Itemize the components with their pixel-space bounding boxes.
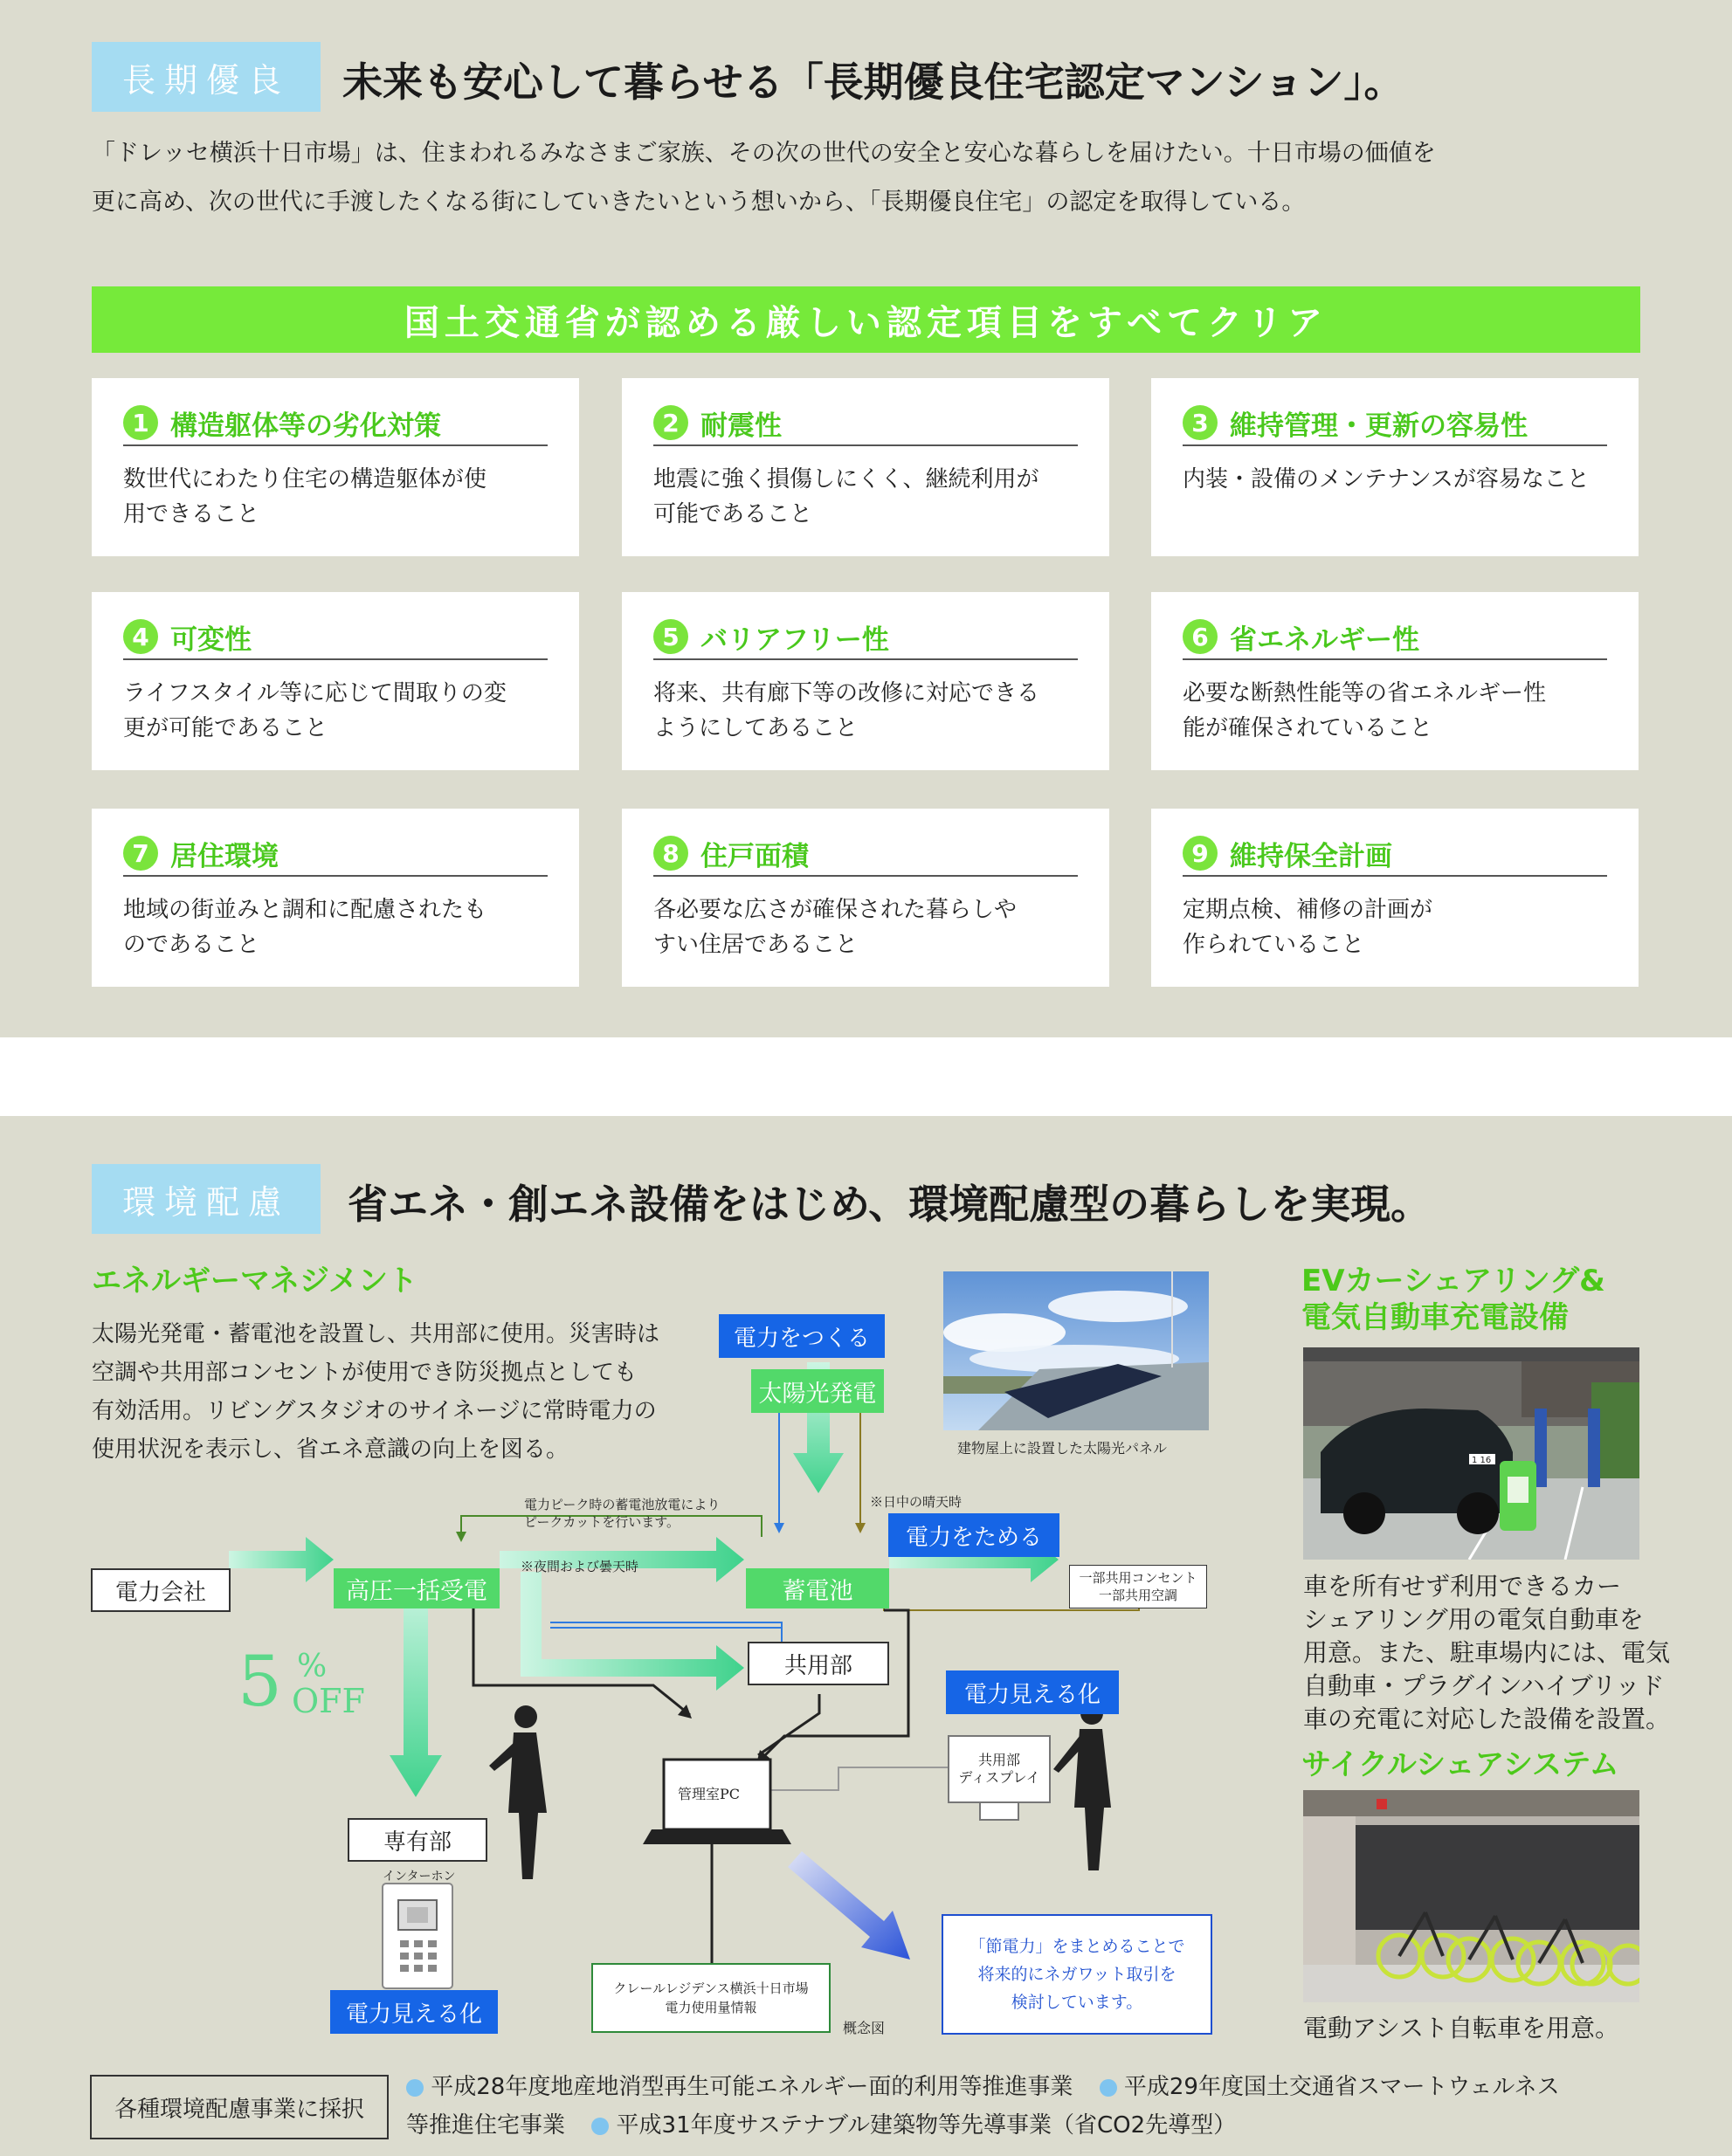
intro-line: 「ドレッセ横浜十日市場」は、住まわれるみなさまご家族、その次の世代の安全と安心な暮らしを届けたい。十日市場の価値を [92, 140, 1436, 167]
usage-line: クレールレジデンス横浜十日市場 [613, 1980, 809, 1996]
pc-display-line [769, 1767, 949, 1790]
cert-card-text: すい住居であること [653, 932, 859, 958]
flow-arrow-highvoltage-to-private [390, 1575, 442, 1797]
display-label-line: ディスプレイ [958, 1769, 1040, 1786]
pc-label: 管理室PC [678, 1786, 741, 1802]
ev-charging-photo [1303, 1347, 1639, 1560]
intercom-icon [383, 1884, 452, 1988]
usage-info-box [591, 1963, 831, 2033]
cert-card-9 [1151, 809, 1639, 987]
cert-card-title-row [123, 615, 548, 660]
cert-card-text: 数世代にわたり住宅の構造躯体が使 [123, 466, 487, 493]
cert-card-body [123, 892, 553, 962]
cert-card-text: ライフスタイル等に応じて間取りの変 [123, 680, 507, 706]
solar-panel-photo [943, 1271, 1209, 1430]
number-badge-icon: 2 [653, 405, 688, 440]
cert-card-title-row [1183, 831, 1607, 877]
outlets-line: 一部共用コンセント [1079, 1570, 1197, 1586]
cert-card-body [653, 462, 1083, 532]
energy-line: 空調や共用部コンセントが使用でき防災拠点としても [92, 1360, 638, 1386]
cert-card-8 [622, 809, 1109, 987]
cycle-caption: 電動アシスト自転車を用意。 [1303, 2014, 1620, 2042]
cert-card-body [123, 462, 553, 532]
cert-card-text: 必要な断熱性能等の省エネルギー性 [1183, 680, 1547, 706]
cert-card-text: 将来、共有廊下等の改修に対応できる [653, 680, 1040, 706]
cert-card-text: 更が可能であること [123, 715, 328, 741]
intro-paragraph [92, 129, 1436, 227]
certification-banner: 国土交通省が認める厳しい認定項目をすべてクリア [92, 286, 1640, 353]
number-badge-icon: 6 [1183, 619, 1218, 654]
flow-arrow-pc-to-negawatt [788, 1851, 910, 1960]
cert-card-text: ようにしてあること [653, 715, 859, 741]
node-private: 専有部 [348, 1818, 487, 1862]
ev-line: 自動車・プラグインハイブリッド [1303, 1671, 1665, 1700]
node-battery: 蓄電池 [746, 1568, 889, 1608]
discount-badge [238, 1641, 365, 1722]
person-icon [1053, 1702, 1111, 1870]
section-heading-long-term: 未来も安心して暮らせる「長期優良住宅認定マンション」。 [342, 59, 1404, 106]
cert-card-text: 用できること [123, 501, 260, 527]
night-note: ※夜間および曇天時 [521, 1559, 639, 1574]
negawatt-line: 検討しています。 [1011, 1993, 1143, 2012]
cert-card-4 [92, 592, 579, 770]
cert-card-title-row [653, 831, 1078, 877]
cert-card-text: 各必要な広さが確保された暮らしや [653, 897, 1018, 923]
car-plate-text: 1 16 [1472, 1456, 1492, 1465]
pc-line-2 [758, 1694, 819, 1755]
number-badge-icon: 7 [123, 836, 158, 871]
display-label [954, 1752, 1045, 1787]
adoption-item: 平成31年度サステナブル建築物等先導事業（省CO2先導型） [616, 2112, 1237, 2139]
outlets-line: 一部共用空調 [1098, 1588, 1177, 1603]
cert-card-title-row [1183, 615, 1607, 660]
node-common: 共用部 [748, 1642, 889, 1685]
cert-card-text: のであること [123, 932, 260, 958]
peak-note [524, 1496, 720, 1531]
cert-card-1 [92, 378, 579, 556]
cert-card-text: 可能であること [653, 501, 813, 527]
adoption-row [406, 2106, 1560, 2145]
pc-line-1 [473, 1582, 690, 1715]
node-high-voltage: 高圧一括受電 [334, 1568, 500, 1608]
negawatt-box [942, 1914, 1212, 2035]
number-badge-icon: 9 [1183, 836, 1218, 871]
section-tag-long-term: 長期優良 [92, 42, 321, 112]
cert-card-6 [1151, 592, 1639, 770]
label-store-power: 電力をためる [888, 1513, 1059, 1557]
cert-card-title-row [1183, 401, 1607, 446]
energy-line: 太陽光発電・蓄電池を設置し、共用部に使用。災害時は [92, 1321, 660, 1347]
cert-card-title: バリアフリー性 [700, 623, 889, 656]
ev-line: 車を所有せず利用できるカー [1303, 1572, 1622, 1601]
ev-title [1301, 1263, 1605, 1336]
cert-card-body [1183, 892, 1612, 962]
cert-card-text: 地震に強く損傷しにくく、継続利用が [653, 466, 1039, 493]
energy-line: 有効活用。リビングスタジオのサイネージに常時電力の [92, 1398, 657, 1424]
intercom-label: インターホン [383, 1870, 456, 1884]
adoption-list [406, 2068, 1560, 2145]
cycle-share-photo [1303, 1790, 1639, 2002]
day-note: ※日中の晴天時 [870, 1494, 963, 1510]
adoption-item: 平成28年度地産地消型再生可能エネルギー面的利用等推進事業 [431, 2074, 1073, 2100]
cert-card-7 [92, 809, 579, 987]
number-badge-icon: 8 [653, 836, 688, 871]
label-make-power: 電力をつくる [719, 1314, 885, 1358]
display-label-line: 共用部 [977, 1752, 1020, 1768]
cert-card-3 [1151, 378, 1639, 556]
cert-card-text: 地域の街並みと調和に配慮されたも [123, 897, 487, 923]
energy-line: 使用状況を表示し、省エネ意識の向上を図る。 [92, 1436, 569, 1463]
number-badge-icon: 1 [123, 405, 158, 440]
node-solar: 太陽光発電 [751, 1369, 884, 1413]
cert-card-title: 省エネルギー性 [1230, 623, 1419, 656]
flow-arrow-company-to-highvoltage [229, 1537, 334, 1582]
ev-title-line: EVカーシェアリング& [1301, 1264, 1605, 1298]
ev-line: 用意。また、駐車場内には、電気 [1303, 1638, 1671, 1667]
person-icon [489, 1705, 547, 1879]
cert-card-title-row [123, 831, 548, 877]
peak-note-line: 電力ピーク時の蓄電池放電により [524, 1497, 721, 1512]
cert-card-body [1183, 676, 1612, 746]
cert-card-body [1183, 462, 1612, 497]
concept-label: 概念図 [843, 2020, 886, 2036]
number-badge-icon: 3 [1183, 405, 1218, 440]
cert-card-title: 維持保全計画 [1230, 840, 1392, 872]
label-visualize-top: 電力見える化 [946, 1670, 1119, 1714]
label-visualize-bottom: 電力見える化 [330, 1990, 498, 2034]
peak-note-line: ピークカットを行います。 [524, 1514, 680, 1530]
cert-card-title-row [653, 401, 1078, 446]
cert-card-text: 作られていること [1183, 932, 1365, 958]
energy-management-title: エネルギーマネジメント [92, 1264, 417, 1298]
node-power-company: 電力会社 [91, 1568, 231, 1612]
ev-title-line: 電気自動車充電設備 [1301, 1300, 1569, 1335]
cert-card-title: 耐震性 [700, 410, 782, 442]
common-line-blue [550, 1622, 782, 1642]
cycle-title: サイクルシェアシステム [1301, 1747, 1619, 1782]
number-badge-icon: 5 [653, 619, 688, 654]
bullet-dot-icon [1100, 2079, 1117, 2097]
cert-card-body [653, 676, 1083, 746]
section-heading-environment: 省エネ・創エネ設備をはじめ、環境配慮型の暮らしを実現。 [348, 1181, 1432, 1228]
cert-card-title: 居住環境 [170, 840, 279, 872]
ev-line: シェアリング用の電気自動車を [1303, 1605, 1644, 1634]
adoption-row [406, 2068, 1560, 2106]
cert-card-body [653, 892, 1083, 962]
adoption-label: 各種環境配慮事業に採択 [90, 2075, 389, 2139]
bullet-dot-icon [406, 2079, 424, 2097]
cert-card-body [123, 676, 553, 746]
ev-description [1303, 1570, 1670, 1736]
cert-card-text: 能が確保されていること [1183, 715, 1433, 741]
adoption-item: 平成29年度国土交通省スマートウェルネス [1123, 2074, 1560, 2100]
cert-card-title: 可変性 [170, 623, 252, 656]
cert-card-text: 定期点検、補修の計画が [1183, 897, 1433, 923]
bullet-dot-icon [591, 2118, 609, 2135]
negawatt-line: 「節電力」をまとめることで [969, 1937, 1185, 1956]
ev-line: 車の充電に対応した設備を設置。 [1303, 1705, 1671, 1733]
discount-number: 5 [238, 1641, 282, 1722]
number-badge-icon: 4 [123, 619, 158, 654]
cert-card-text: 内装・設備のメンテナンスが容易なこと [1183, 466, 1590, 493]
flow-arrow-highvoltage-to-common [521, 1572, 744, 1691]
cert-card-title: 住戸面積 [700, 840, 809, 872]
cert-card-title-row [653, 615, 1078, 660]
adoption-item: 等推進住宅事業 [406, 2112, 566, 2139]
usage-line: 電力使用量情報 [665, 2000, 757, 2015]
negawatt-line: 将来的にネガワット取引を [977, 1965, 1177, 1984]
discount-off: OFF [292, 1682, 365, 1720]
discount-percent: % [297, 1649, 328, 1684]
cert-card-title: 構造躯体等の劣化対策 [170, 410, 441, 442]
node-outlets [1069, 1565, 1207, 1608]
intro-line: 更に高め、次の世代に手渡したくなる街にしていきたいという想いから、「長期優良住宅」の認定を取得している。 [92, 189, 1306, 216]
cert-card-title-row [123, 401, 548, 446]
cert-card-title: 維持管理・更新の容易性 [1230, 410, 1528, 442]
cert-card-5 [622, 592, 1109, 770]
cert-card-2 [622, 378, 1109, 556]
section-tag-environment: 環境配慮 [92, 1164, 321, 1234]
solar-photo-caption: 建物屋上に設置した太陽光パネル [957, 1440, 1168, 1457]
